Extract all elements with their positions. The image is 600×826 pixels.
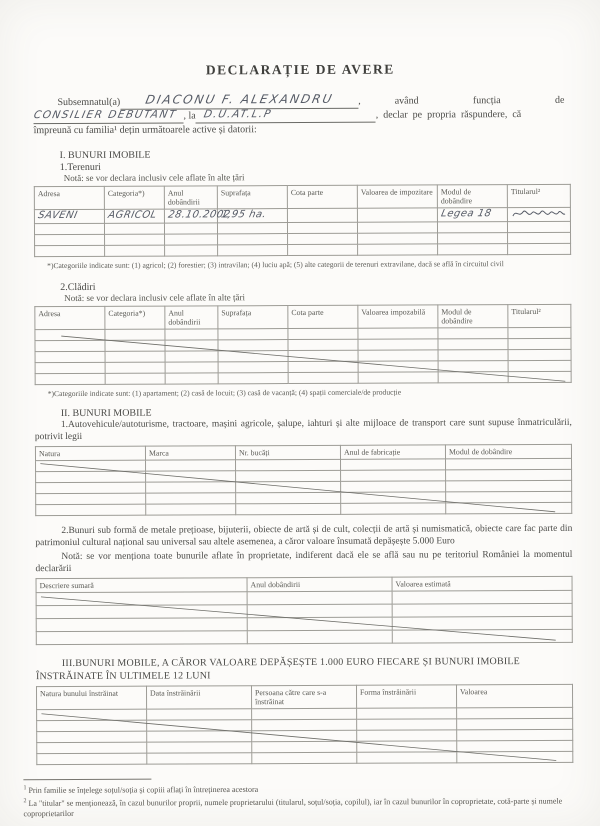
table-cell xyxy=(105,362,165,373)
table-cell xyxy=(358,371,438,382)
column-header: Valoarea impozabilă xyxy=(358,304,438,327)
table-cell xyxy=(252,708,357,719)
table-cell xyxy=(341,481,446,492)
table-cell xyxy=(438,349,508,360)
column-header: Categoria*) xyxy=(104,186,164,209)
table-cell xyxy=(252,719,357,730)
table-cell xyxy=(288,233,358,244)
bunuri-intro: 2.Bunuri sub formă de metale prețioase, bijuterii, obiecte de artă și de cult, colecții de artă și numismatică, obiecte care fac parte din patrimoniul cultural național sau universal sau altele asemenea, a căror valoare însumată depășește 5.000 Euro xyxy=(35,523,573,549)
table-cell xyxy=(165,234,218,245)
table-row xyxy=(35,371,571,384)
handwritten-name: DIACONU F. ALEXANDRU xyxy=(144,91,335,107)
table-cell xyxy=(217,209,287,223)
signature-scribble-icon xyxy=(511,208,567,219)
column-header: Data înstrăinării xyxy=(146,686,251,709)
column-header: Modul de dobândire xyxy=(438,304,508,327)
table-cell xyxy=(357,719,457,730)
handwritten-anul: 28.10.2002 xyxy=(167,209,232,221)
column-header: Marca xyxy=(145,446,235,460)
auto-table-wrap xyxy=(35,444,571,516)
table-cell xyxy=(146,493,236,504)
column-header: Anul dobândirii xyxy=(165,305,218,328)
intro-line-3-text: împreună cu familia¹ dețin următoarele active și datorii: xyxy=(33,124,257,137)
table-cell xyxy=(508,232,571,243)
table-cell xyxy=(236,481,341,492)
table-cell xyxy=(358,327,438,338)
table-cell xyxy=(457,707,573,719)
table-cell xyxy=(34,209,104,223)
table-cell xyxy=(218,372,288,383)
table-cell xyxy=(218,328,288,339)
table-cell xyxy=(508,338,571,349)
footnote-divider xyxy=(23,779,151,781)
instrainate-header-row xyxy=(36,684,572,709)
function-fill-line xyxy=(33,110,183,125)
table-cell xyxy=(165,339,218,350)
table-cell xyxy=(36,631,247,645)
table-cell xyxy=(36,504,146,515)
table-cell xyxy=(357,741,457,752)
table-cell xyxy=(508,327,571,338)
table-cell xyxy=(341,503,446,514)
table-cell xyxy=(288,350,358,361)
terenuri-footnote: *)Categoriile indicate sunt: (1) agricol; (2) forestier; (3) intravilan; (4) luciu apă; (5) alte categorii de terenuri extravilane, dacă se află în circuitul civil xyxy=(47,259,504,271)
table-row xyxy=(37,751,573,764)
table-cell xyxy=(438,233,508,244)
table-cell xyxy=(105,373,165,384)
table-cell xyxy=(437,208,507,222)
table-cell xyxy=(507,207,570,221)
table-cell xyxy=(288,339,358,350)
bunuri-table-wrap xyxy=(36,576,572,645)
table-cell xyxy=(36,618,247,632)
table-cell xyxy=(437,222,507,233)
intro-line-1-tail xyxy=(361,94,571,108)
table-cell xyxy=(35,245,105,256)
table-cell xyxy=(165,328,218,339)
column-header: Modul de dobândire xyxy=(445,444,571,459)
cladiri-table-wrap xyxy=(34,303,570,384)
table-cell xyxy=(457,740,573,752)
table-cell xyxy=(165,245,218,256)
functia-label: funcția xyxy=(472,95,501,107)
table-cell xyxy=(357,222,437,233)
table-cell xyxy=(288,244,358,255)
column-header: Adresa xyxy=(35,306,105,329)
table-cell xyxy=(105,351,165,362)
footnote-2-text: La "titular" se menționează, în cazul bunurilor proprii, numele proprietarului (titularul, soțul/soția, copilul), iar în cazul bunurilor în coproprietate, cotă-parte și numele coproprietarilor xyxy=(23,796,563,819)
table-cell xyxy=(358,233,438,244)
column-header: Cota parte xyxy=(288,305,358,328)
table-cell xyxy=(438,244,508,255)
table-cell xyxy=(217,223,287,234)
table-cell xyxy=(252,741,357,752)
column-header: Suprafața xyxy=(218,305,288,328)
table-cell xyxy=(287,208,357,222)
table-cell xyxy=(146,482,236,493)
table-cell xyxy=(218,350,288,361)
table-cell xyxy=(247,604,392,618)
table-cell xyxy=(36,482,146,493)
column-header: Nr. bucăți xyxy=(235,445,340,459)
table-cell xyxy=(236,459,341,470)
table-cell xyxy=(252,752,357,763)
bunuri-table xyxy=(36,576,573,645)
column-header: Valoarea de impozitare xyxy=(357,185,437,208)
column-header: Valoarea xyxy=(456,684,572,708)
table-cell xyxy=(35,362,105,373)
cladiri-footnote: *)Categoriile indicate sunt: (1) apartament; (2) casă de locuit; (3) casă de vacanță; (4) spații comerciale/de producție xyxy=(47,387,402,398)
table-cell xyxy=(36,493,146,504)
table-cell xyxy=(36,592,247,606)
table-cell xyxy=(288,372,358,383)
declar-label: , declar pe propria răspundere, că xyxy=(375,109,522,121)
table-cell xyxy=(438,360,508,371)
table-cell xyxy=(457,718,573,730)
table-cell xyxy=(104,209,164,223)
table-cell xyxy=(34,223,104,234)
auto-table xyxy=(35,444,572,516)
table-cell xyxy=(37,742,147,753)
cladiri-title: 2.Clădiri xyxy=(60,281,96,293)
footnote-2-marker: 2 xyxy=(23,798,27,805)
instrainate-table xyxy=(36,684,573,765)
institution-fill-line xyxy=(196,109,376,124)
intro-line-3 xyxy=(34,122,571,137)
table-cell xyxy=(358,360,438,371)
column-header: Anul dobândirii xyxy=(164,186,217,209)
column-header: Titularul² xyxy=(507,184,570,207)
column-header: Cota parte xyxy=(287,185,357,208)
table-cell xyxy=(341,459,446,470)
handwritten-modul: Legea 18 xyxy=(440,208,493,220)
table-cell xyxy=(358,244,438,255)
table-cell xyxy=(218,245,288,256)
column-header: Forma înstrăinării xyxy=(356,685,456,708)
table-cell xyxy=(457,729,573,741)
table-cell xyxy=(247,630,392,644)
table-cell xyxy=(507,221,570,232)
de-label: de xyxy=(554,94,565,106)
table-cell xyxy=(392,616,572,630)
table-cell xyxy=(508,360,571,371)
section-2-heading: II. BUNURI MOBILE xyxy=(60,407,152,420)
column-header: Persoana către care s-a înstrăinat xyxy=(251,685,356,708)
table-cell xyxy=(247,617,392,631)
section-1-heading: I. BUNURI IMOBILE xyxy=(59,149,151,162)
table-cell xyxy=(165,361,218,372)
footnote-2 xyxy=(23,794,573,820)
cladiri-note: Notă: se vor declara inclusiv cele aflate în alte țări xyxy=(64,291,245,303)
table-cell xyxy=(357,730,457,741)
footnotes-block xyxy=(23,777,573,820)
table-cell xyxy=(36,460,146,471)
table-cell xyxy=(438,371,508,382)
table-cell xyxy=(457,751,573,763)
table-cell xyxy=(147,709,252,720)
table-cell xyxy=(35,373,105,384)
handwritten-adresa: SAVENI xyxy=(37,209,79,222)
column-header: Anul dobândirii xyxy=(247,577,392,592)
table-cell xyxy=(508,371,571,382)
table-cell xyxy=(146,471,236,482)
terenuri-header-row xyxy=(34,184,570,209)
table-cell xyxy=(341,470,446,481)
terenuri-title: 1.Terenuri xyxy=(59,161,101,174)
column-header: Modul de dobândire xyxy=(437,185,507,208)
table-cell xyxy=(508,243,571,254)
column-header: Natura bunului înstrăinat xyxy=(36,686,146,709)
table-cell xyxy=(147,720,252,731)
table-cell xyxy=(252,730,357,741)
table-cell xyxy=(37,753,147,764)
table-cell xyxy=(105,245,165,256)
footnote-1-marker: 1 xyxy=(23,785,27,792)
terenuri-note: Notă: se vor declara inclusiv cele aflate în alte țări xyxy=(63,172,245,184)
subsemnatul-label: Subsemnatul(a) xyxy=(57,96,121,109)
table-cell xyxy=(165,350,218,361)
table-cell xyxy=(288,328,358,339)
handwritten-function: CONSILIER DEBUTANT xyxy=(32,108,179,122)
table-cell xyxy=(37,709,147,720)
table-cell xyxy=(341,492,446,503)
table-cell xyxy=(147,753,252,764)
table-cell xyxy=(236,503,341,514)
table-cell xyxy=(236,492,341,503)
la-label: , la xyxy=(183,110,196,122)
table-cell xyxy=(247,591,392,605)
instrainate-table-wrap xyxy=(36,684,572,765)
table-cell xyxy=(438,338,508,349)
column-header: Categoria*) xyxy=(105,306,165,329)
column-header: Adresa xyxy=(34,186,104,209)
table-cell xyxy=(165,372,218,383)
table-cell xyxy=(146,460,236,471)
table-cell xyxy=(35,340,105,351)
table-cell xyxy=(105,329,165,340)
table-cell xyxy=(357,708,457,719)
table-row xyxy=(36,502,572,515)
table-cell xyxy=(358,338,438,349)
table-cell xyxy=(438,327,508,338)
table-cell xyxy=(218,361,288,372)
avand-label: având xyxy=(394,95,419,107)
table-cell xyxy=(446,469,572,481)
column-header: Anul de fabricație xyxy=(340,445,445,459)
table-cell xyxy=(37,720,147,731)
column-header: Valoarea estimată xyxy=(392,576,572,591)
table-cell xyxy=(392,603,572,617)
table-cell xyxy=(446,502,572,514)
table-cell xyxy=(105,340,165,351)
table-cell xyxy=(147,731,252,742)
auto-intro: 1.Autovehicule/autoturisme, tractoare, mașini agricole, șalupe, iahturi și alte mijloace de transport care sunt supuse înmatriculării, potrivit legii xyxy=(34,417,572,443)
table-cell xyxy=(35,234,105,245)
table-cell xyxy=(36,605,247,619)
table-cell xyxy=(218,234,288,245)
table-row xyxy=(35,243,571,256)
table-row xyxy=(36,629,572,644)
table-cell xyxy=(218,339,288,350)
section-3-heading: III.BUNURI MOBILE, A CĂROR VALOARE DEPĂȘEȘTE 1.000 EURO FIECARE ȘI BUNURI IMOBILE ÎNSTRĂINATE ÎN ULTIMELE 12 LUNI xyxy=(35,656,520,682)
table-cell xyxy=(164,223,217,234)
table-cell xyxy=(287,222,357,233)
handwritten-institution: D.U.AT.L.P xyxy=(202,108,274,121)
terenuri-table xyxy=(34,184,571,257)
bunuri-note: Notă: se vor menționa toate bunurile aflate în proprietate, indiferent dacă ele se află sau nu pe teritoriul României la momentul declarării xyxy=(35,549,573,575)
table-cell xyxy=(446,458,572,470)
table-cell xyxy=(37,731,147,742)
table-cell xyxy=(105,234,165,245)
table-cell xyxy=(147,742,252,753)
intro-paragraph xyxy=(33,93,570,137)
table-cell xyxy=(392,590,572,604)
column-header: Titularul² xyxy=(508,304,571,327)
comma: , xyxy=(358,95,361,107)
table-cell xyxy=(357,752,457,763)
table-cell xyxy=(36,471,146,482)
table-cell xyxy=(35,329,105,340)
table-cell xyxy=(104,223,164,234)
cladiri-table xyxy=(34,303,571,384)
table-cell xyxy=(358,349,438,360)
page-title: DECLARAȚIE DE AVERE xyxy=(205,61,395,78)
column-header: Natura xyxy=(35,446,145,460)
table-cell xyxy=(446,491,572,503)
terenuri-table-wrap xyxy=(34,184,570,257)
footnote-1-text: Prin familie se înțelege soțul/soția și copiii aflați în întreținerea acestora xyxy=(28,784,259,795)
table-cell xyxy=(236,470,341,481)
column-header: Suprafața xyxy=(217,186,287,209)
table-cell xyxy=(35,351,105,362)
table-cell xyxy=(392,629,572,643)
table-cell xyxy=(508,349,571,360)
cladiri-header-row xyxy=(35,304,571,329)
table-cell xyxy=(446,480,572,492)
table-cell xyxy=(288,361,358,372)
table-cell xyxy=(164,209,232,223)
column-header: Descriere sumară xyxy=(36,578,247,593)
table-cell xyxy=(146,504,236,515)
table-cell xyxy=(357,208,437,222)
handwritten-suprafata: 1,95 ha. xyxy=(220,209,268,221)
handwritten-categoria: AGRICOL xyxy=(107,209,158,221)
